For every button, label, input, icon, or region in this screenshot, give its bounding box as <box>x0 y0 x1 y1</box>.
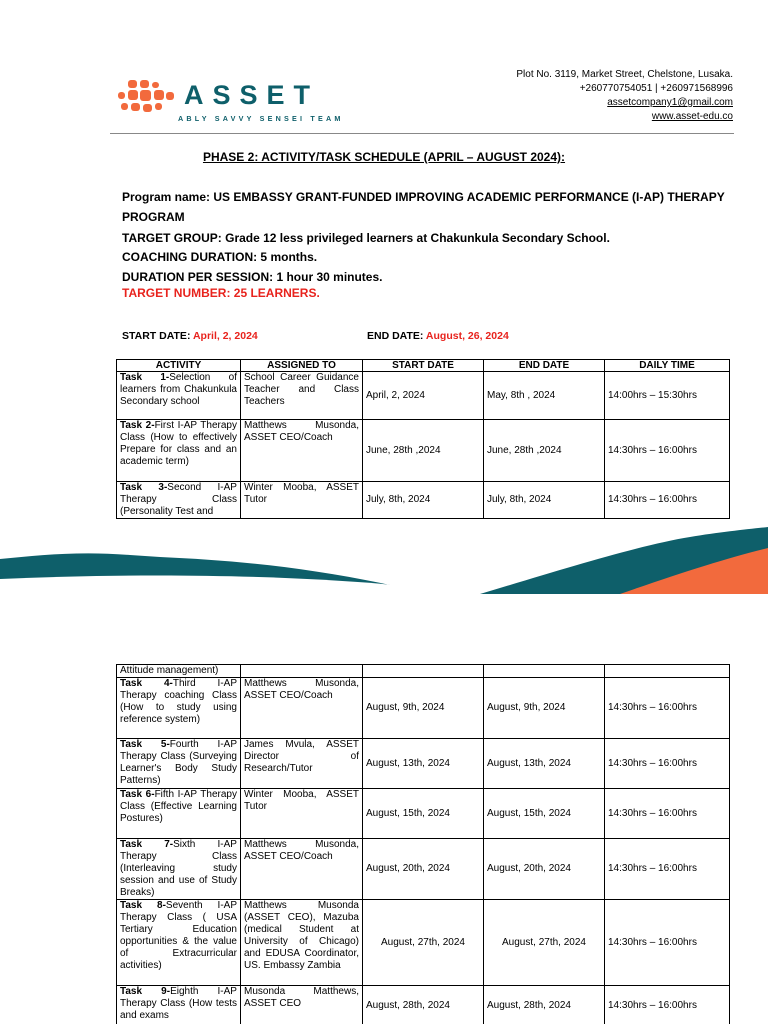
activity-cell: Task 8-Seventh I-AP Therapy Class ( USA Tertiary Education opportunities & the value of Extracurricular activities) <box>117 900 241 986</box>
start-cell: August, 28th, 2024 <box>363 986 484 1024</box>
target-group: TARGET GROUP: Grade 12 less privileged learners at Chakunkula Secondary School. <box>122 231 610 245</box>
end-cell: August, 20th, 2024 <box>484 839 605 900</box>
start-cell: August, 15th, 2024 <box>363 789 484 839</box>
start-cell: August, 9th, 2024 <box>363 678 484 739</box>
end-cell: August, 28th, 2024 <box>484 986 605 1024</box>
end-date-label: END DATE: <box>367 330 424 342</box>
activity-cell: Task 5-Fourth I-AP Therapy Class (Surveying Learner's Body Study Patterns) <box>117 739 241 789</box>
table-row <box>117 678 730 739</box>
table-row <box>117 839 730 900</box>
start-cell: April, 2, 2024 <box>363 372 484 420</box>
activity-cell: Task 3-Second I-AP Therapy Class (Personality Test and <box>117 482 241 519</box>
activity-cell: Task 4-Third I-AP Therapy coaching Class (How to study using reference system) <box>117 678 241 739</box>
end-cell: May, 8th , 2024 <box>484 372 605 420</box>
activity-cell: Task 2-First I-AP Therapy Class (How to effectively Prepare for class and an academic term) <box>117 420 241 482</box>
end-date-value: August, 26, 2024 <box>425 330 509 342</box>
start-cell: June, 28th ,2024 <box>363 420 484 482</box>
page-title: PHASE 2: ACTIVITY/TASK SCHEDULE (APRIL – AUGUST 2024): <box>202 150 566 164</box>
header-divider <box>110 133 734 134</box>
table-row <box>117 482 730 519</box>
table-row <box>117 372 730 420</box>
website-link[interactable]: www.asset-edu.co <box>651 111 733 122</box>
program-name-cont: PROGRAM <box>122 210 185 224</box>
time-cell: 14:30hrs – 16:00hrs <box>605 739 730 789</box>
header-start: START DATE <box>363 360 484 372</box>
schedule-table-page1 <box>116 359 730 519</box>
table-header-row <box>117 360 730 372</box>
activity-cell: Task 7-Sixth I-AP Therapy Class (Interleaving study session and use of Study Breaks) <box>117 839 241 900</box>
time-cell: 14:30hrs – 16:00hrs <box>605 482 730 519</box>
assigned-cell: Winter Mooba, ASSET Tutor <box>241 789 363 839</box>
time-cell: 14:30hrs – 16:00hrs <box>605 986 730 1024</box>
target-number: TARGET NUMBER: 25 LEARNERS. <box>122 286 320 300</box>
end-date <box>367 330 509 342</box>
activity-cell: Task 9-Eighth I-AP Therapy Class (How tests and exams <box>117 986 241 1024</box>
table-row <box>117 420 730 482</box>
end-cell: August, 9th, 2024 <box>484 678 605 739</box>
activity-cell: Task 1-Selection of learners from Chakunkula Secondary school <box>117 372 241 420</box>
start-date-label: START DATE: <box>122 330 191 342</box>
time-cell: 14:30hrs – 16:00hrs <box>605 789 730 839</box>
assigned-cell: School Career Guidance Teacher and Class Teachers <box>241 372 363 420</box>
header-time: DAILY TIME <box>605 360 730 372</box>
time-cell: 14:30hrs – 16:00hrs <box>605 420 730 482</box>
activity-cell: Task 6-Fifth I-AP Therapy Class (Effective Learning Postures) <box>117 789 241 839</box>
assigned-cell: Matthews Musonda, ASSET CEO/Coach <box>241 420 363 482</box>
assigned-cell: Matthews Musonda, ASSET CEO/Coach <box>241 839 363 900</box>
assigned-cell: Matthews Musonda (ASSET CEO), Mazuba (medical Student at University of Chicago) and EDUSA Coordinator, US. Embassy Zambia <box>241 900 363 986</box>
time-cell: 14:30hrs – 16:00hrs <box>605 900 730 986</box>
address-line: Plot No. 3119, Market Street, Chelstone, Lusaka. <box>516 69 733 80</box>
header-assigned: ASSIGNED TO <box>241 360 363 372</box>
page-2 <box>0 624 768 1024</box>
activity-cell-continued: Attitude management) <box>117 665 241 678</box>
time-cell: 14:00hrs – 15:30hrs <box>605 372 730 420</box>
start-date-value: April, 2, 2024 <box>192 330 258 342</box>
end-cell: June, 28th ,2024 <box>484 420 605 482</box>
footer-wave-decoration <box>0 515 768 594</box>
end-cell: August, 15th, 2024 <box>484 789 605 839</box>
time-cell: 14:30hrs – 16:00hrs <box>605 839 730 900</box>
dots-logo-icon <box>116 78 180 118</box>
logo-tagline: ABLY SAVVY SENSEI TEAM <box>178 114 344 123</box>
asset-logo <box>116 78 344 126</box>
start-date <box>122 330 258 342</box>
table-row <box>117 986 730 1024</box>
logo-wordmark: ASSET <box>184 80 320 110</box>
program-name: Program name: US EMBASSY GRANT-FUNDED IMPROVING ACADEMIC PERFORMANCE (I-AP) THERAPY <box>122 190 725 204</box>
table-row <box>117 789 730 839</box>
start-cell: July, 8th, 2024 <box>363 482 484 519</box>
table-row <box>117 739 730 789</box>
email-link[interactable]: assetcompany1@gmail.com <box>607 97 733 108</box>
phone-numbers: +260770754051 | +260971568996 <box>579 83 733 94</box>
end-cell: July, 8th, 2024 <box>484 482 605 519</box>
session-duration: DURATION PER SESSION: 1 hour 30 minutes. <box>122 270 383 284</box>
start-cell: August, 27th, 2024 <box>363 900 484 986</box>
start-cell: August, 13th, 2024 <box>363 739 484 789</box>
end-cell: August, 13th, 2024 <box>484 739 605 789</box>
assigned-cell: Musonda Matthews, ASSET CEO <box>241 986 363 1024</box>
header-end: END DATE <box>484 360 605 372</box>
end-cell: August, 27th, 2024 <box>484 900 605 986</box>
schedule-table-page2 <box>116 664 730 1024</box>
assigned-cell: James Mvula, ASSET Director of Research/Tutor <box>241 739 363 789</box>
table-row <box>117 900 730 986</box>
header-activity: ACTIVITY <box>117 360 241 372</box>
table-row-continued <box>117 665 730 678</box>
time-cell: 14:30hrs – 16:00hrs <box>605 678 730 739</box>
address-block <box>516 68 733 124</box>
coaching-duration: COACHING DURATION: 5 months. <box>122 250 318 264</box>
assigned-cell: Winter Mooba, ASSET Tutor <box>241 482 363 519</box>
start-cell: August, 20th, 2024 <box>363 839 484 900</box>
assigned-cell: Matthews Musonda, ASSET CEO/Coach <box>241 678 363 739</box>
page-gap <box>0 594 768 624</box>
